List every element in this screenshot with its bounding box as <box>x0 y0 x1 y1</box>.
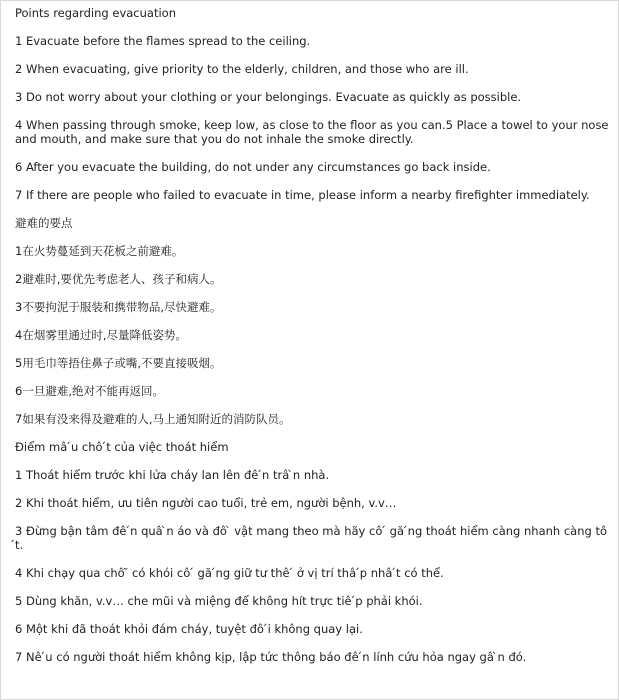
vietnamese-item-5: 5 Dùng khăn, v.v… che mũi và miệng để không hít trực tiê ́p phải khói. <box>15 594 423 608</box>
english-item-7: 7 If there are people who failed to evacuate in time, please inform a nearby firefighter immediately. <box>15 188 590 202</box>
chinese-item-6: 6一旦避难,绝对不能再返回。 <box>15 384 164 398</box>
evacuation-guide <box>15 6 613 678</box>
vietnamese-item-2: 2 Khi thoát hiểm, ưu tiên người cao tuổi, trẻ em, người bệnh, v.v… <box>15 496 397 510</box>
vietnamese-item-4: 4 Khi chạy qua chô ̃ có khói cô ́ gă ́ng giữ tư thê ́ ở vị trí thâ ́p nhâ ́t có thể. <box>15 566 444 580</box>
english-item-6: 6 After you evacuate the building, do not under any circumstances go back inside. <box>15 160 491 174</box>
english-item-3: 3 Do not worry about your clothing or your belongings. Evacuate as quickly as possible. <box>15 90 522 104</box>
vietnamese-item-7: 7 Nê ́u có người thoát hiểm không kịp, lập tức thông báo đê ́n lính cứu hỏa ngay gâ ̀n đó. <box>15 650 527 664</box>
vietnamese-item-1: 1 Thoát hiểm trước khi lửa cháy lan lên đê ́n trâ ̀n nhà. <box>15 468 330 482</box>
english-item-4: 4 When passing through smoke, keep low, as close to the floor as you can.5 Place a towel to your nose and mouth, and make sure that you do not inhale the smoke directly. <box>15 118 609 146</box>
vietnamese-item-6: 6 Một khi đã thoát khỏi đám cháy, tuyệt đô ́i không quay lại. <box>15 622 363 636</box>
vietnamese-heading: Điểm mâ ́u chô ́t của việc thoát hiểm <box>15 440 229 454</box>
vietnamese-item-3: 3 Đừng bận tâm đê ́n quâ ̀n áo và đô ̀ vật mang theo mà hãy cô ́ gă ́ng thoát hiểm càng nhanh càng tô ́t. <box>15 524 608 552</box>
english-item-2: 2 When evacuating, give priority to the elderly, children, and those who are ill. <box>15 62 469 76</box>
chinese-item-7: 7如果有没来得及避难的人,马上通知附近的消防队员。 <box>15 412 291 426</box>
chinese-item-4: 4在烟雾里通过时,尽量降低姿势。 <box>15 328 187 342</box>
chinese-item-3: 3不要拘泥于服装和携带物品,尽快避难。 <box>15 300 222 314</box>
english-item-1: 1 Evacuate before the flames spread to the ceiling. <box>15 34 311 48</box>
chinese-item-1: 1在火势蔓延到天花板之前避难。 <box>15 244 184 258</box>
chinese-heading: 避难的要点 <box>15 216 73 230</box>
english-heading: Points regarding evacuation <box>15 6 176 20</box>
chinese-item-5: 5用毛巾等捂住鼻子或嘴,不要直接吸烟。 <box>15 356 222 370</box>
chinese-item-2: 2避难时,要优先考虑老人、孩子和病人。 <box>15 272 222 286</box>
